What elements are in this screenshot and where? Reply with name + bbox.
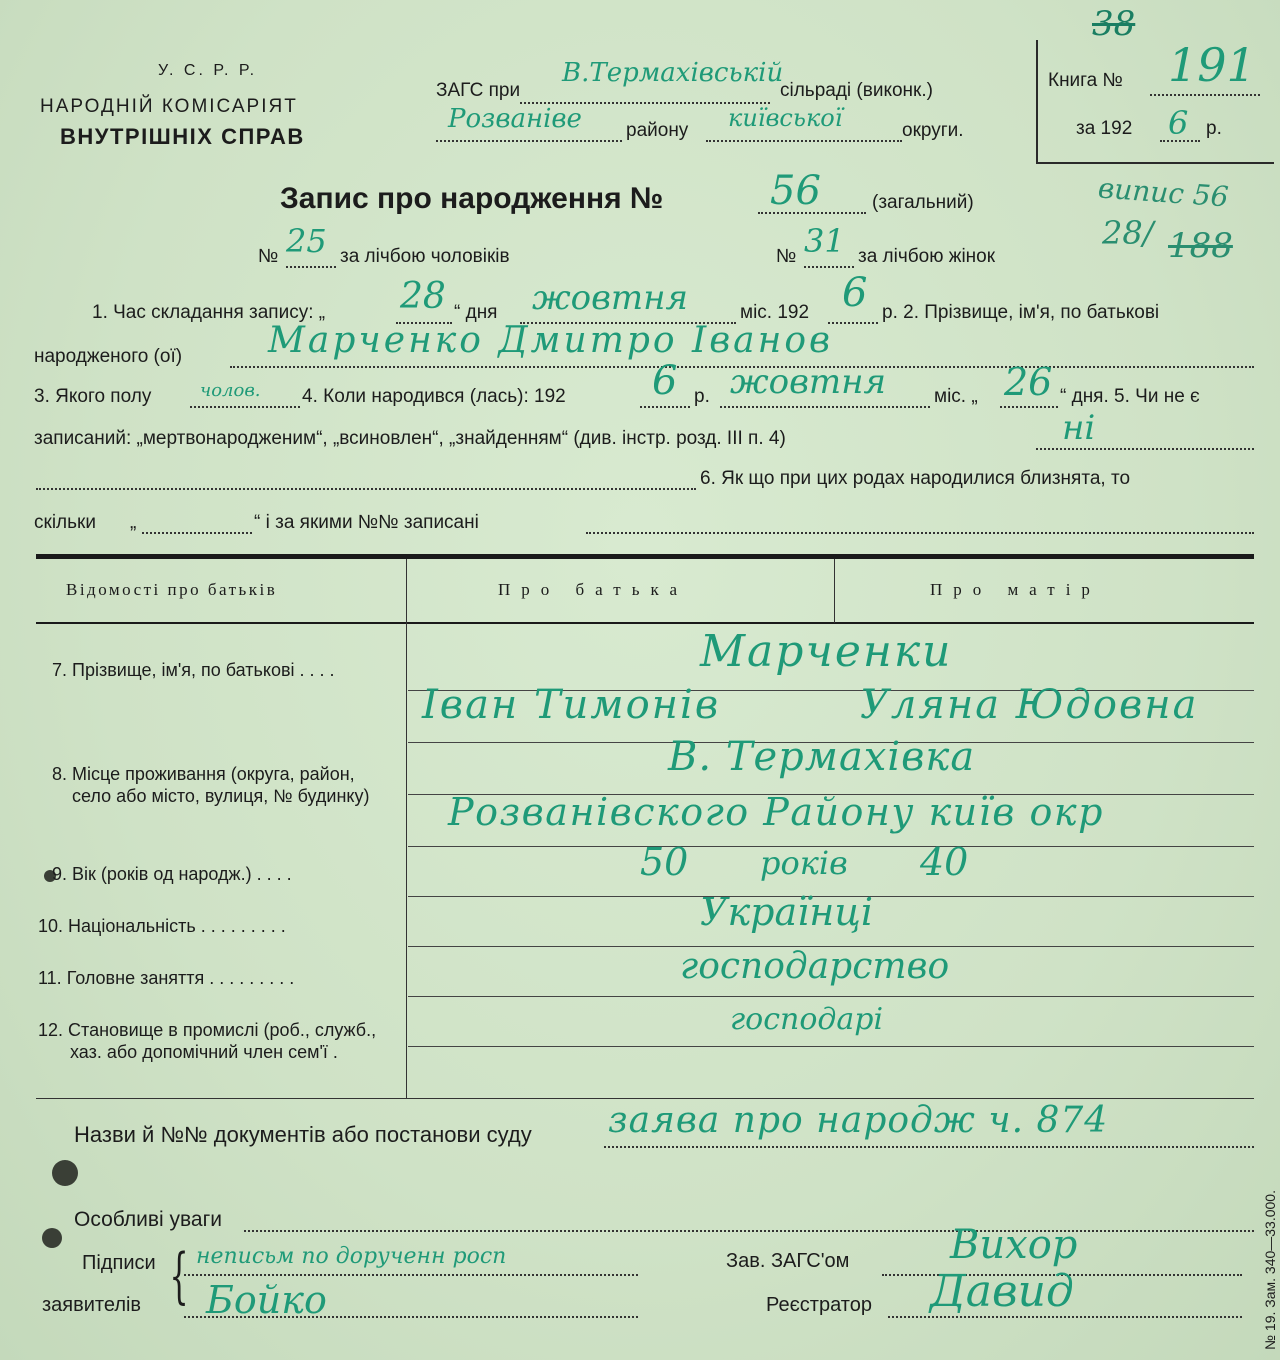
okrug-label: округи. (902, 120, 964, 141)
residence-line2: Розванівского Району київ окр (448, 790, 1104, 834)
row-label-name: 7. Прізвище, ім'я, по батькові . . . . (52, 660, 335, 680)
commissariat-line1: НАРОДНІЙ КОМІСАРІЯТ (40, 96, 298, 117)
twins-label-c: “ і за якими №№ записані (254, 512, 479, 533)
margin-note-line2: 28/ (1102, 214, 1154, 252)
female-count-value: 31 (804, 222, 845, 260)
okrug-line (706, 140, 902, 142)
parents-surname: Марченки (700, 626, 953, 677)
record-month: жовтня (532, 278, 689, 318)
registrar-label: Реєстратор (766, 1294, 872, 1316)
republic-label: У. С. Р. Р. (158, 62, 258, 79)
birth-day-line (1000, 406, 1058, 408)
twins-label-a: скільки (34, 512, 96, 533)
birth-month-suffix: міс. „ (934, 386, 978, 407)
birth-day: 26 (1004, 360, 1053, 404)
book-year-digit: 6 (1168, 104, 1189, 142)
sex-line (190, 406, 300, 408)
item1-label: 1. Час складання запису: „ (92, 302, 326, 323)
twins-count-line (142, 532, 252, 534)
documents-value: заява про народж ч. 874 (608, 1100, 1109, 1141)
item5-label: “ дня. 5. Чи не є (1060, 386, 1200, 407)
row-label-occupation: 11. Головне заняття . . . . . . . . . (38, 968, 295, 988)
district-value: Розваніве (448, 104, 582, 134)
item3-label: 3. Якого полу (34, 386, 152, 407)
child-sex: чолов. (200, 380, 261, 401)
zags-suffix: сільраді (виконк.) (780, 80, 933, 101)
record-day-suffix: “ дня (454, 302, 498, 323)
birth-month: жовтня (730, 362, 887, 402)
record-year-digit: 6 (842, 270, 868, 316)
book-label: Книга № (1048, 70, 1123, 91)
item6-label: 6. Як що при цих родах народилися близнята, то (700, 468, 1131, 489)
male-count-line (286, 266, 336, 268)
birth-year-digit: 6 (652, 358, 678, 404)
applicants-label-1: Підписи (82, 1252, 156, 1274)
applicant-signature-1: неписьм по дорученн росп (196, 1244, 507, 1269)
zags-prefix: ЗАГС при (436, 80, 521, 101)
table-col-divider-2 (834, 559, 835, 623)
mother-name: Уляна Юдовна (860, 682, 1199, 728)
value-line (408, 996, 1254, 997)
nationality-value: Українці (700, 890, 873, 934)
table-header-rule (36, 622, 1254, 624)
col-header-father: Про батька (498, 580, 689, 599)
applicant-line-1 (184, 1274, 638, 1276)
margin-note-line3: 188 (1168, 226, 1233, 266)
margin-note-line1: випис 56 (1097, 171, 1230, 214)
table-top-rule (36, 554, 1254, 559)
twins-numbers-line (586, 532, 1254, 534)
father-name: Іван Тимонів (422, 682, 721, 728)
male-count-prefix: № (258, 246, 279, 267)
row-label-nationality: 10. Національність . . . . . . . . . (38, 916, 286, 936)
record-title-suffix: (загальний) (872, 192, 974, 213)
female-count-line (804, 266, 854, 268)
zags-village-value: В.Термахівській (562, 58, 784, 88)
head-signature: Вихор (950, 1222, 1078, 1268)
recorded-value: ні (1062, 408, 1096, 448)
born-label: народженого (ої) (34, 346, 183, 367)
okrug-value: київської (728, 104, 843, 132)
record-month-suffix: міс. 192 (740, 302, 810, 323)
table-col-divider-1 (406, 559, 407, 1099)
district-line (436, 140, 622, 142)
district-label: району (626, 120, 689, 141)
item4-label: 4. Коли народився (лась): 192 (302, 386, 566, 407)
notes-label: Особливі уваги (74, 1208, 222, 1231)
notes-line (244, 1230, 1254, 1232)
applicant-signature-2: Бойко (206, 1278, 327, 1322)
occupation-value: господарство (680, 946, 950, 987)
record-day: 28 (400, 276, 446, 317)
value-line (408, 1046, 1254, 1047)
applicants-label-2: заявителів (42, 1294, 142, 1316)
recorded-line (1036, 448, 1254, 450)
recorded-label: записаний: „мертвонародженим“, „всиновлен“, „знайденням“ (див. інстр. розд. III п. 4) (34, 428, 786, 449)
documents-line (604, 1146, 1254, 1148)
father-age: 50 (640, 840, 689, 884)
punch-hole (52, 1160, 78, 1186)
commissariat-line2: ВНУТРІШНІХ СПРАВ (60, 124, 305, 149)
female-count-label: за лічбою жінок (858, 246, 996, 267)
male-count-value: 25 (286, 222, 327, 260)
birth-month-line (720, 406, 930, 408)
position-value: господарі (730, 1002, 884, 1037)
printer-mark: № 19. Зам. 340—33.000. (1262, 1190, 1278, 1350)
head-label: Зав. ЗАГС'ом (726, 1250, 850, 1272)
table-bottom-rule (36, 1098, 1254, 1099)
registrar-signature: Давид (930, 1266, 1074, 1317)
age-word: років (760, 844, 848, 882)
row-label-position-1: 12. Становище в промислі (роб., служб., (38, 1020, 377, 1040)
col-header-mother: Про матір (930, 580, 1101, 599)
child-name: Марченко Дмитро Іванов (268, 320, 833, 361)
applicants-brace: { (169, 1241, 189, 1311)
twins-label-b: „ (130, 512, 137, 533)
book-corner-mark: 38 (1092, 4, 1136, 44)
female-count-prefix: № (776, 246, 797, 267)
birth-year-line (640, 406, 690, 408)
record-title: Запис про народження № (280, 182, 664, 215)
row-label-residence-2: село або місто, вулиця, № будинку) (72, 786, 370, 806)
punch-hole (42, 1228, 62, 1248)
book-number-line (1150, 94, 1260, 96)
col-header-info: Відомості про батьків (66, 580, 278, 599)
twins-blank-line (36, 488, 696, 490)
book-year-prefix: за 192 (1076, 118, 1133, 139)
residence-line1: В. Термахівка (668, 734, 976, 780)
row-label-position-2: хаз. або допомічний член сем'ї . (70, 1042, 338, 1062)
male-count-label: за лічбою чоловіків (340, 246, 510, 267)
documents-label: Назви й №№ документів або постанови суду (74, 1122, 532, 1147)
book-number: 191 (1168, 38, 1256, 92)
book-year-suffix: р. (1206, 118, 1222, 139)
row-label-residence-1: 8. Місце проживання (округа, район, (52, 764, 355, 784)
birth-year-suffix: р. (694, 386, 710, 407)
record-year-line (828, 322, 878, 324)
row-label-age: 9. Вік (років од народж.) . . . . (52, 864, 292, 884)
mother-age: 40 (920, 840, 969, 884)
record-number: 56 (770, 168, 821, 214)
item2-label: р. 2. Прізвище, ім'я, по батькові (882, 302, 1160, 323)
